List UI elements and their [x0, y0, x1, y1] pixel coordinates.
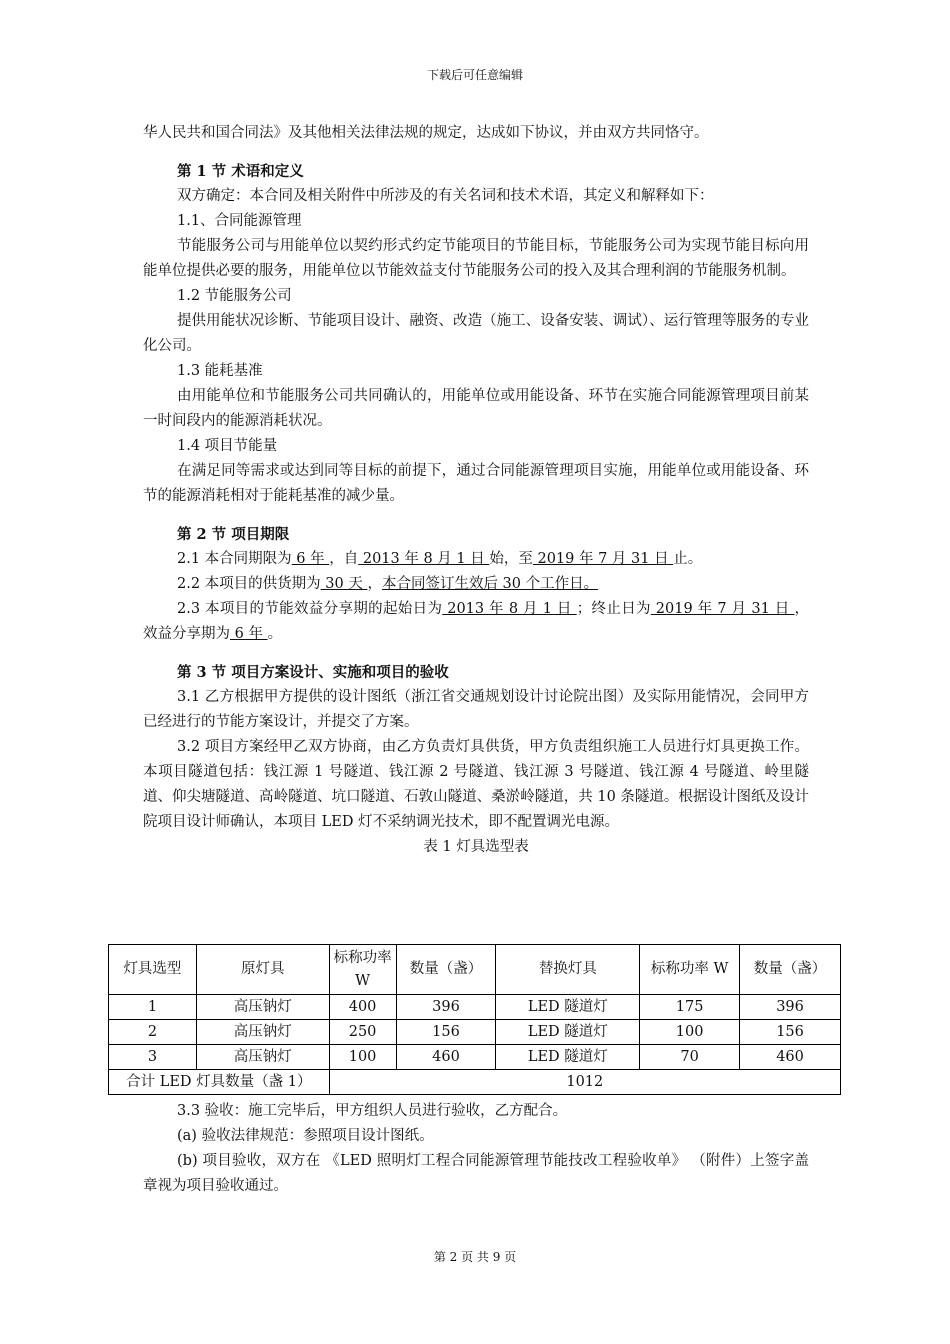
table-cell: 高压钠灯: [196, 1020, 329, 1045]
table-caption: 表 1 灯具选型表: [423, 839, 529, 855]
text: ；终止日为: [576, 601, 651, 617]
table-header: 原灯具: [196, 945, 329, 995]
table-cell: 3: [109, 1045, 197, 1070]
heading-1-3: 1.3 能耗基准: [177, 363, 263, 379]
text: 2.1 本合同期限为: [177, 551, 292, 567]
total-label: 合计 LED 灯具数量（盏 1）: [109, 1070, 330, 1095]
document-body: [143, 121, 809, 860]
para-1-2: 提供用能状况诊断、节能项目设计、融资、改造（施工、设备安装、调试）、运行管理等服务的专业化公司。: [143, 313, 809, 354]
para-1-4: 在满足同等需求或达到同等目标的前提下，通过合同能源管理项目实施，用能单位或用能设备、环节的能源消耗相对于能耗基准的减少量。: [143, 463, 809, 504]
contract-term: 6 年: [291, 551, 330, 567]
acceptance-section: [143, 1099, 809, 1199]
table-cell: 100: [640, 1020, 740, 1045]
table-header: 标称功率 W: [329, 945, 396, 995]
text: ，效益分享期为: [143, 601, 810, 642]
end-date: 2019 年 7 月 31 日: [532, 551, 674, 567]
para-1-1: 节能服务公司与用能单位以契约形式约定节能项目的节能目标，节能服务公司为实现节能目标向用能单位提供必要的服务，用能单位以节能效益支付节能服务公司的投入及其合理利润的节能服务机制。: [143, 238, 809, 279]
intro-line: 华人民共和国合同法》及其他相关法律法规的规定，达成如下协议，并由双方共同恪守。: [143, 125, 709, 141]
delivery-period: 30 天: [320, 576, 368, 592]
para-3-3-b: (b) 项目验收，双方在 《LED 照明灯工程合同能源管理节能技改工程验收单》 （附件）上签字盖章视为项目验收通过。: [143, 1153, 809, 1194]
table-cell: 250: [329, 1020, 396, 1045]
section-2-title: 第 2 节 项目期限: [177, 526, 290, 543]
table-row: [109, 1020, 841, 1045]
table-cell: 156: [740, 1020, 841, 1045]
table-cell: LED 隧道灯: [496, 1045, 640, 1070]
section-3-title: 第 3 节 项目方案设计、实施和项目的验收: [177, 664, 449, 681]
table-cell: 70: [640, 1045, 740, 1070]
table-total-row: [109, 1070, 841, 1095]
para-1-3: 由用能单位和节能服务公司共同确认的，用能单位或用能设备、环节在实施合同能源管理项目前某一时间段内的能源消耗状况。: [143, 388, 809, 429]
text: 始，至: [489, 551, 533, 567]
table-header: 数量（盏）: [396, 945, 496, 995]
table-cell: 高压钠灯: [196, 995, 329, 1020]
table-header: 灯具选型: [109, 945, 197, 995]
section-1-intro: 双方确定：本合同及相关附件中所涉及的有关名词和技术术语，其定义和解释如下：: [177, 188, 714, 204]
lamp-selection-table: [108, 944, 841, 1095]
share-end-date: 2019 年 7 月 31 日: [650, 601, 795, 617]
table-header: 替换灯具: [496, 945, 640, 995]
text: ，自: [329, 551, 359, 567]
text: 止。: [673, 551, 703, 567]
table-cell: 460: [396, 1045, 496, 1070]
table-header-row: [109, 945, 841, 995]
table-cell: 2: [109, 1020, 197, 1045]
start-date: 2013 年 8 月 1 日: [358, 551, 490, 567]
text: 。: [267, 626, 283, 642]
table-cell: 396: [740, 995, 841, 1020]
table-cell: 400: [329, 995, 396, 1020]
table-header: 标称功率 W: [640, 945, 740, 995]
delivery-note: 本合同签订生效后 30 个工作日。: [381, 576, 599, 592]
share-period: 6 年: [230, 626, 268, 642]
table-cell: LED 隧道灯: [496, 1020, 640, 1045]
heading-1-1: 1.1、合同能源管理: [177, 213, 302, 229]
table-row: [109, 1045, 841, 1070]
table-cell: 100: [329, 1045, 396, 1070]
text: 2.2 本项目的供货期为: [177, 576, 321, 592]
para-3-2: 3.2 项目方案经甲乙双方协商，由乙方负责灯具供货，甲方负责组织施工人员进行灯具更换工作。本项目隧道包括：钱江源 1 号隧道、钱江源 2 号隧道、钱江源 3 号隧道、钱江源 4 号隧道、岭里隧道、仰尖塘隧道、高岭隧道、坑口隧道、石敦山隧道、桑淤岭隧道，共 10 条隧道。根据设计图纸及设计院项目设计师确认，本项目 LED 灯不采纳调光技术，即不配置调光电源。: [143, 739, 809, 830]
page-header: 下载后可任意编辑: [426, 68, 523, 82]
table-cell: 460: [740, 1045, 841, 1070]
page-footer: 第 2 页 共 9 页: [433, 1250, 517, 1264]
para-2-3: [143, 597, 809, 647]
share-start-date: 2013 年 8 月 1 日: [442, 601, 577, 617]
para-3-1: 3.1 乙方根据甲方提供的设计图纸（浙江省交通规划设计讨论院出图）及实际用能情况，会同甲方已经进行的节能方案设计，并提交了方案。: [143, 689, 809, 730]
table-cell: 高压钠灯: [196, 1045, 329, 1070]
table-cell: 1: [109, 995, 197, 1020]
para-3-3-a: (a) 验收法律规范：参照项目设计图纸。: [177, 1128, 434, 1144]
total-value: 1012: [329, 1070, 840, 1095]
table-cell: LED 隧道灯: [496, 995, 640, 1020]
section-1-title: 第 1 节 术语和定义: [177, 163, 304, 180]
table-cell: 175: [640, 995, 740, 1020]
table-row: [109, 995, 841, 1020]
text: ，: [367, 576, 382, 592]
heading-1-2: 1.2 节能服务公司: [177, 288, 292, 304]
heading-1-4: 1.4 项目节能量: [177, 438, 278, 454]
para-2-2: [143, 572, 809, 597]
table-header: 数量（盏）: [740, 945, 841, 995]
table-cell: 156: [396, 1020, 496, 1045]
para-3-3: 3.3 验收：施工完毕后，甲方组织人员进行验收，乙方配合。: [177, 1103, 568, 1119]
para-2-1: [143, 547, 809, 572]
text: 2.3 本项目的节能效益分享期的起始日为: [177, 601, 443, 617]
table-cell: 396: [396, 995, 496, 1020]
